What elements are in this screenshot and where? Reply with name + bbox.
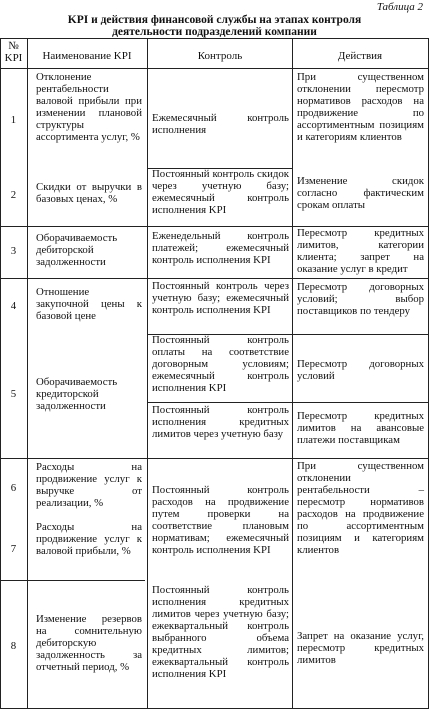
kpi-number-8: 8 <box>10 640 17 652</box>
kpi-name-2: Скидки от выручки в базовых ценах, % <box>36 181 142 205</box>
kpi-number-1: 1 <box>10 114 17 126</box>
control-1: Ежемесячный контроль исполнения <box>152 112 289 136</box>
kpi-name-1: Отклонение рентабельности валовой прибыли при изменении плановой структуры ассортимента услуг, % <box>36 71 142 143</box>
kpi-number-6: 6 <box>10 482 17 494</box>
action-6: Пересмотр кредитных лимитов на авансовые платежи поставщикам <box>297 410 424 446</box>
kpi-name-5: Оборачиваемость кредиторской задолженности <box>36 376 118 412</box>
kpi-number-7: 7 <box>10 543 17 555</box>
control-3: Еженедельный контроль платежей; ежемесячный контроль исполнения KPI <box>152 230 289 266</box>
control-5: Постоянный контроль оплаты на соответствие договорным условиям; ежемесячный контроль исполнения KPI <box>152 334 289 394</box>
kpi-name-4: Отношение закупочной цены к базовой цене <box>36 286 142 322</box>
action-1: При существенном отклонении пересмотр нормативов расходов на продвижение по ассортиментным позициям и категориям клиентов <box>297 71 424 143</box>
action-7: При существенном отклонении рентабельности – пересмотр нормативов расходов на продвижение по ассортиментным позициям и категориям клиентов <box>297 460 424 556</box>
table-title-line-1: KPI и действия финансовой службы на этапах контроля <box>67 14 362 26</box>
kpi-name-8: Изменение резервов на сомнительную дебиторскую задолженность за отчетный период, % <box>36 613 142 673</box>
table-rule-row-7 <box>0 580 145 581</box>
kpi-number-4: 4 <box>10 300 17 312</box>
kpi-number-2: 2 <box>10 189 17 201</box>
kpi-number-5: 5 <box>10 388 17 400</box>
action-8: Запрет на оказание услуг, пересмотр кредитных лимитов <box>297 630 424 666</box>
header-actions: Действия <box>337 50 383 62</box>
action-5: Пересмотр договорных условий <box>297 358 424 382</box>
header-control: Контроль <box>197 50 243 62</box>
table-title-line-2: деятельности подразделений компании <box>112 26 317 38</box>
table-rule-row-6 <box>0 458 429 459</box>
table-rule-col-3 <box>292 38 293 709</box>
table-rule-top <box>0 38 429 39</box>
kpi-name-7: Расходы на продвижение услуг к валовой прибыли, % <box>36 521 142 557</box>
control-2: Постоянный контроль скидок через учетную базу; ежемесячный контроль исполнения KPI <box>152 168 289 216</box>
table-caption: Таблица 2 <box>376 1 423 13</box>
table-rule-col-2 <box>147 38 148 709</box>
action-3: Пересмотр кредитных лимитов, категории клиента; запрет на оказание услуг в кредит <box>297 227 424 275</box>
table-rule-row-3 <box>0 278 429 279</box>
table-rule-col-1 <box>27 38 28 709</box>
control-8: Постоянный контроль исполнения кредитных лимитов через учетную базу; ежеквартальный контроль выбранного объема кредитных лимитов; ежеквартальный контроль исполнения KPI <box>152 584 289 680</box>
control-4: Постоянный контроль через учетную базу; ежемесячный контроль исполнения KPI <box>152 280 289 316</box>
kpi-name-3: Оборачиваемость дебиторской задолженности <box>36 232 118 268</box>
header-kpi-number: № KPI <box>4 40 23 64</box>
control-6: Постоянный контроль исполнения кредитных лимитов через учетную базу <box>152 404 289 440</box>
table-title <box>0 14 429 38</box>
kpi-table <box>0 38 429 709</box>
kpi-name-6: Расходы на продвижение услуг к выручке от реализации, % <box>36 461 142 509</box>
action-2: Изменение скидок согласно фактическим срокам оплаты <box>297 175 424 211</box>
table-rule-row-5 <box>147 402 429 403</box>
control-7: Постоянный контроль расходов на продвижение путем проверки на соответствие плановым нормативам; ежемесячный контроль исполнения KPI <box>152 484 289 556</box>
table-rule-header <box>0 68 429 69</box>
table-rule-left <box>0 38 1 709</box>
action-4: Пересмотр договорных условий; выбор поставщиков по тендеру <box>297 281 424 317</box>
header-kpi-name: Наименование KPI <box>42 50 132 62</box>
kpi-number-3: 3 <box>10 245 17 257</box>
